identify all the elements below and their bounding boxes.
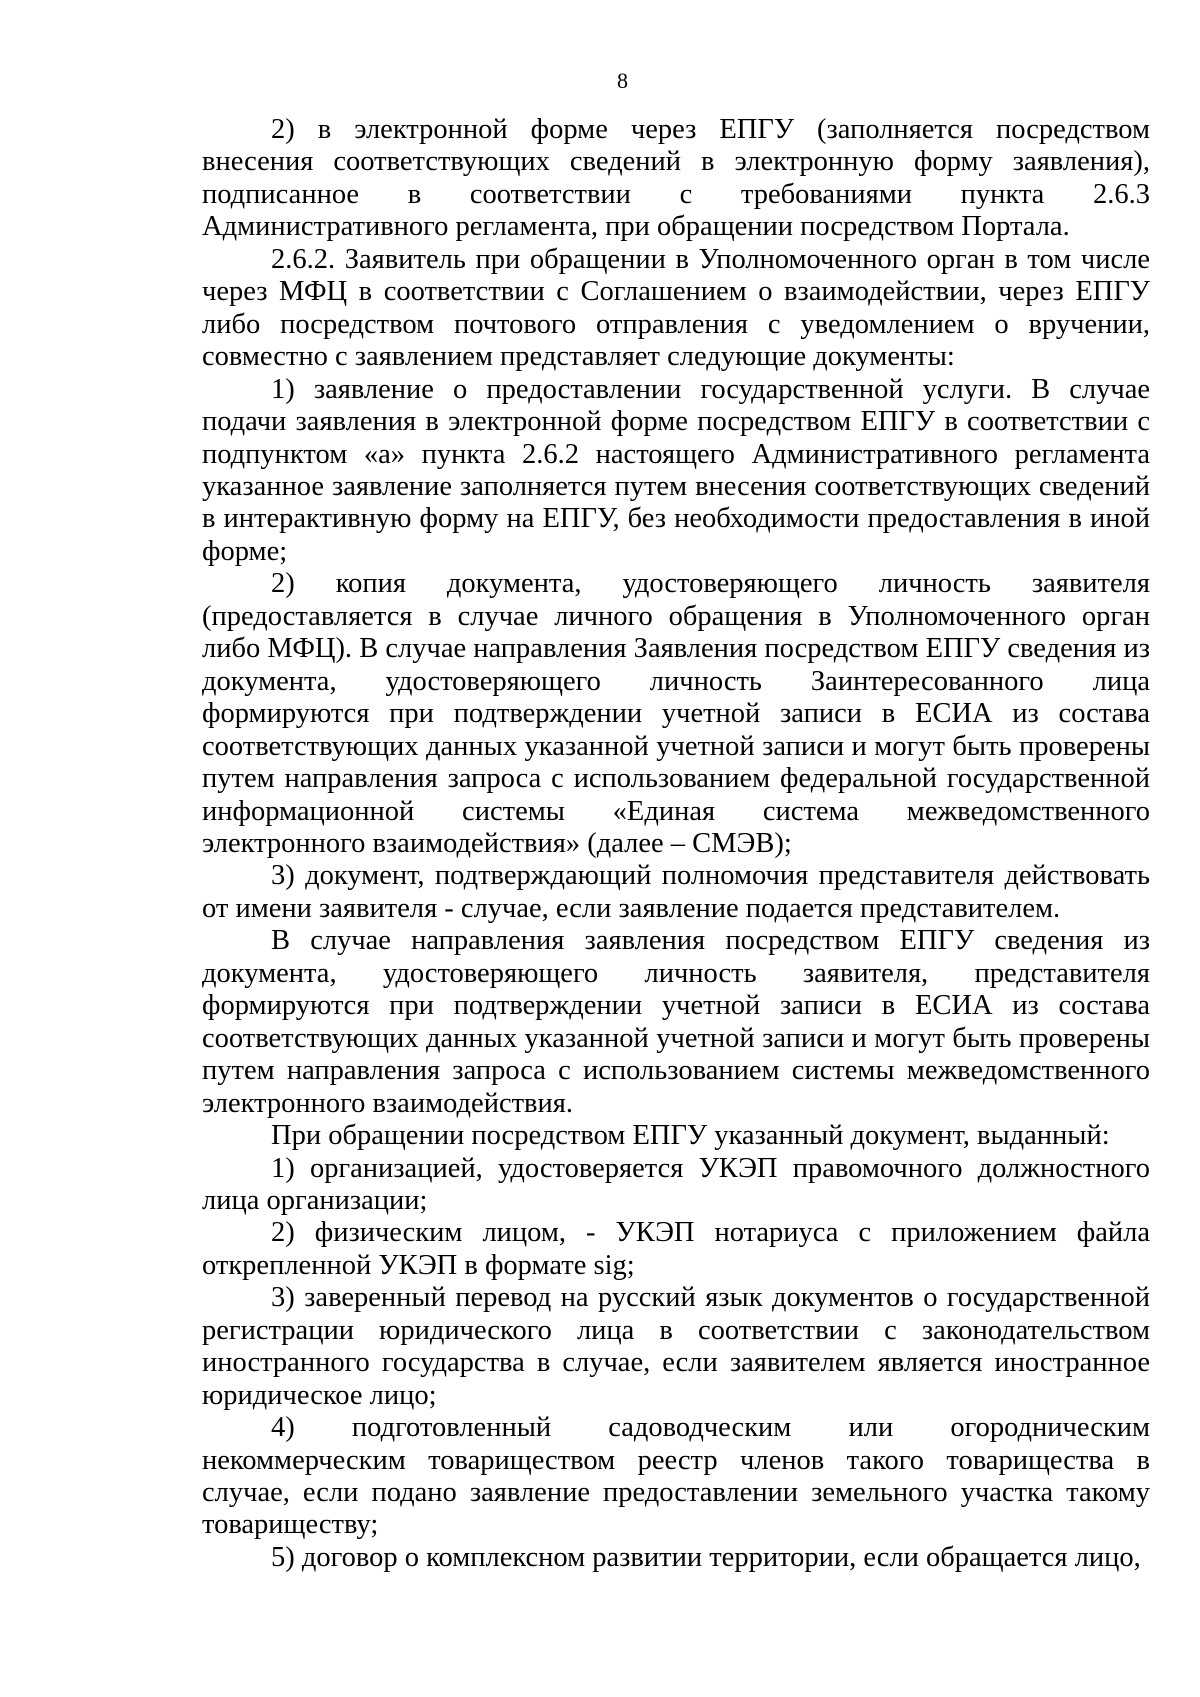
paragraph: 4) подготовленный садоводческим или огородническим некоммерческим товариществом реестр членов такого товарищества в случае, если подано заявление предоставлении земельного участка такому товариществу;	[202, 1412, 1150, 1541]
paragraph: 1) заявление о предоставлении государственной услуги. В случае подачи заявления в электронной форме посредством ЕПГУ в соответствии с подпунктом «а» пункта 2.6.2 настоящего Административного регламента указанное заявление заполняется путем внесения соответствующих сведений в интерактивную форму на ЕПГУ, без необходимости предоставления в иной форме;	[202, 373, 1150, 567]
paragraph: 3) заверенный перевод на русский язык документов о государственной регистрации юридического лица в соответствии с законодательством иностранного государства в случае, если заявителем является иностранное юридическое лицо;	[202, 1282, 1150, 1411]
paragraph: 2) в электронной форме через ЕПГУ (заполняется посредством внесения соответствующих сведений в электронную форму заявления), подписанное в соответствии с требованиями пункта 2.6.3 Административного регламента, при обращении посредством Портала.	[202, 114, 1150, 243]
paragraph: В случае направления заявления посредством ЕПГУ сведения из документа, удостоверяющего личность заявителя, представителя формируются при подтверждении учетной записи в ЕСИА из состава соответствующих данных указанной учетной записи и могут быть проверены путем направления запроса с использованием системы межведомственного электронного взаимодействия.	[202, 925, 1150, 1119]
paragraph: 1) организацией, удостоверяется УКЭП правомочного должностного лица организации;	[202, 1152, 1150, 1216]
paragraph: 2.6.2. Заявитель при обращении в Уполномоченного орган в том числе через МФЦ в соответствии с Соглашением о взаимодействии, через ЕПГУ либо посредством почтового отправления с уведомлением о вручении, совместно с заявлением представляет следующие документы:	[202, 243, 1150, 373]
paragraph: 3) документ, подтверждающий полномочия представителя действовать от имени заявителя - случае, если заявление подается представителем.	[202, 860, 1150, 924]
paragraph: 2) копия документа, удостоверяющего личность заявителя (предоставляется в случае личного обращения в Уполномоченного орган либо МФЦ). В случае направления Заявления посредством ЕПГУ сведения из документа, удостоверяющего личность Заинтересованного лица формируются при подтверждении учетной записи в ЕСИА из состава соответствующих данных указанной учетной записи и могут быть проверены путем направления запроса с использованием федеральной государственной информационной системы «Единая система межведомственного электронного взаимодействия» (далее – СМЭВ);	[202, 568, 1150, 859]
paragraph: 5) договор о комплексном развитии территории, если обращается лицо,	[271, 1541, 1141, 1573]
paragraph: 2) физическим лицом, - УКЭП нотариуса с приложением файла открепленной УКЭП в формате sig;	[202, 1217, 1150, 1281]
document-body	[202, 114, 1150, 1574]
page-number: 8	[617, 68, 628, 93]
paragraph: При обращении посредством ЕПГУ указанный документ, выданный:	[271, 1120, 1110, 1152]
